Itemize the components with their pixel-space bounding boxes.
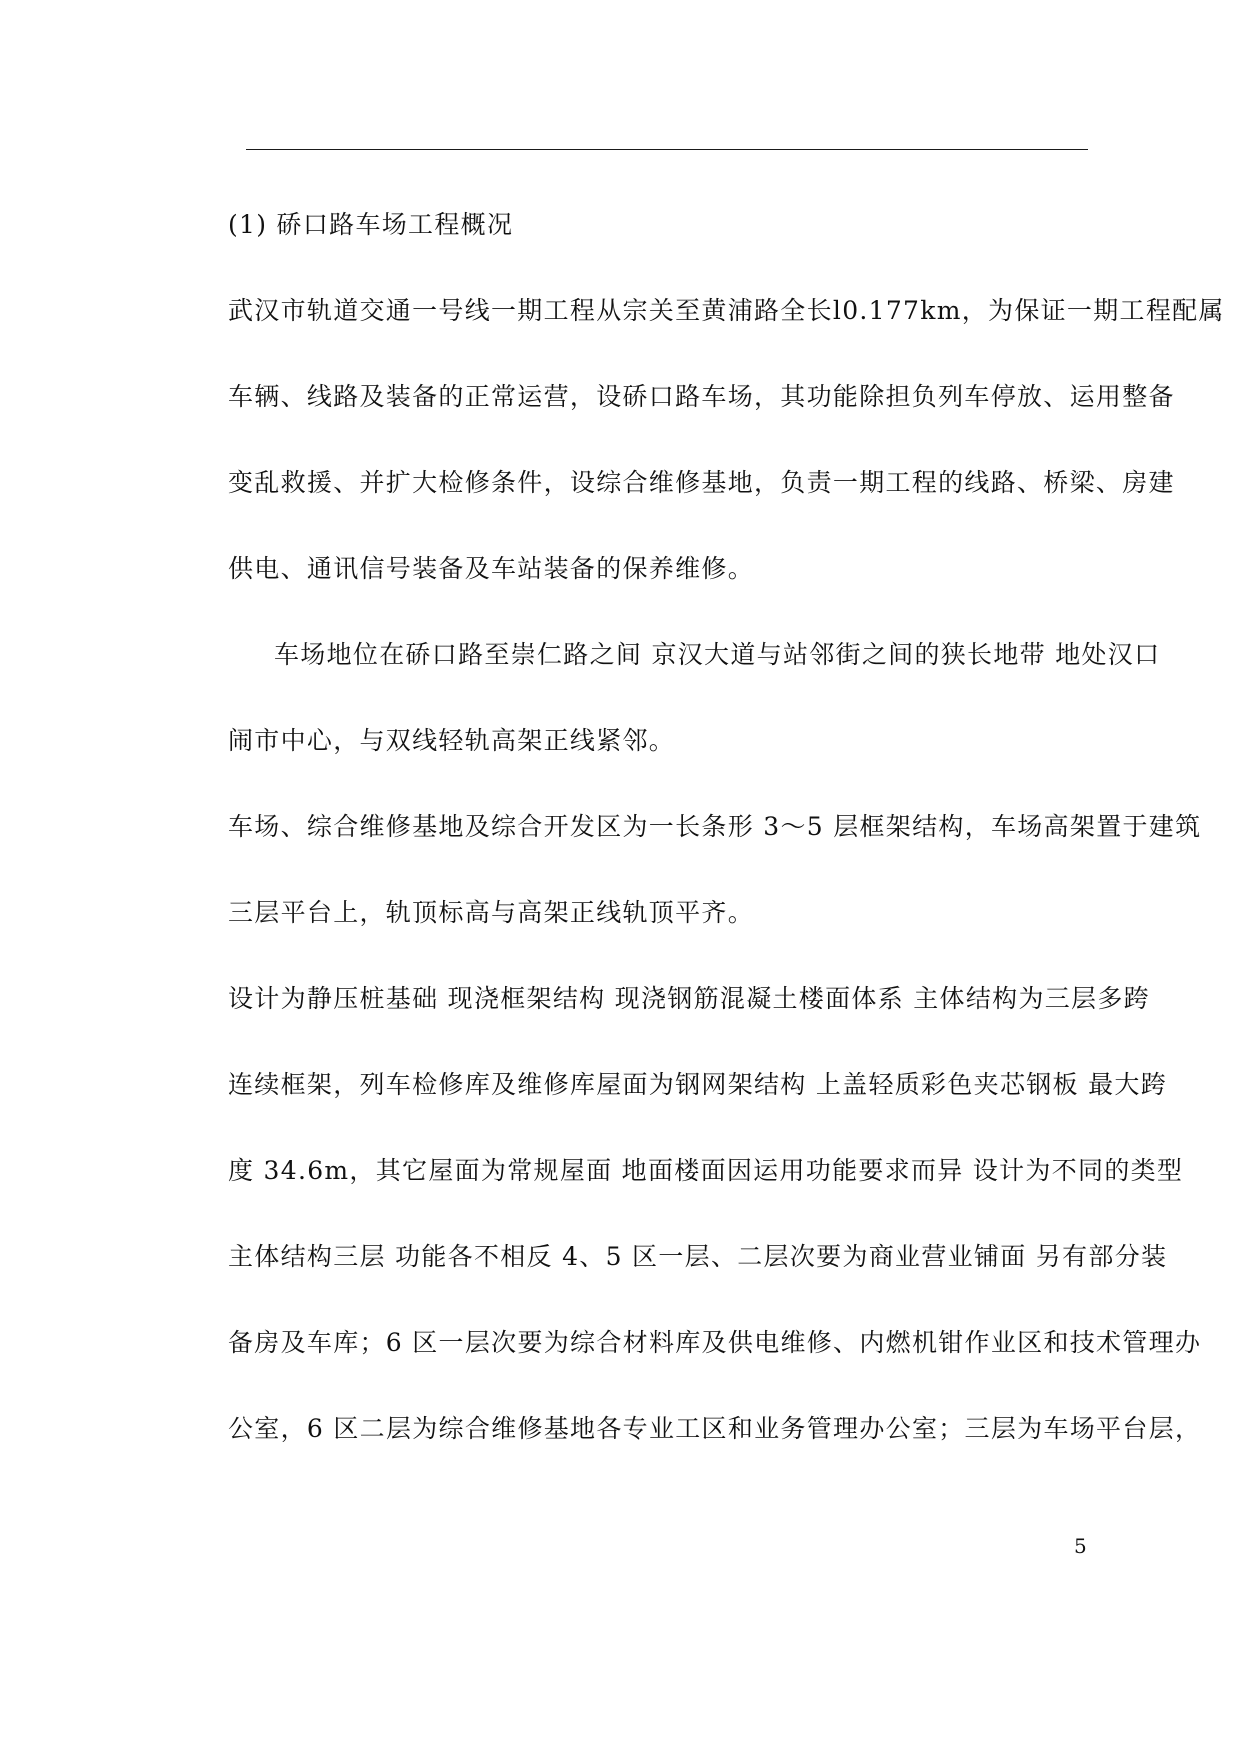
body-line: 度 34.6m，其它屋面为常规屋面 地面楼面因运用功能要求而异 设计为不同的类型 [228, 1156, 1184, 1185]
body-line: 车场地位在硚口路至崇仁路之间 京汉大道与站邻街之间的狭长地带 地处汉口 [274, 640, 1161, 669]
body-line: 车场、综合维修基地及综合开发区为一长条形 3～5 层框架结构，车场高架置于建筑 [228, 812, 1202, 841]
body-line: 设计为静压桩基础 现浇框架结构 现浇钢筋混凝土楼面体系 主体结构为三层多跨 [228, 984, 1150, 1013]
body-line: 供电、通讯信号装备及车站装备的保养维修。 [228, 554, 755, 583]
body-line: 连续框架，列车检修库及维修库屋面为钢网架结构 上盖轻质彩色夹芯钢板 最大跨 [228, 1070, 1167, 1099]
body-line: 备房及车库；6 区一层次要为综合材料库及供电维修、内燃机钳作业区和技术管理办 [228, 1328, 1202, 1357]
body-line: 主体结构三层 功能各不相反 4、5 区一层、二层次要为商业营业铺面 另有部分装 [228, 1242, 1168, 1271]
body-line: 三层平台上，轨顶标高与高架正线轨顶平齐。 [228, 898, 755, 927]
body-line: 变乱救援、并扩大检修条件，设综合维修基地，负责一期工程的线路、桥梁、房建 [228, 468, 1175, 497]
header-rule [246, 149, 1088, 150]
body-line: 公室，6 区二层为综合维修基地各专业工区和业务管理办公室；三层为车场平台层， [228, 1414, 1202, 1443]
body-line: 闹市中心，与双线轻轨高架正线紧邻。 [228, 726, 676, 755]
body-line: 车辆、线路及装备的正常运营，设硚口路车场，其功能除担负列车停放、运用整备 [228, 382, 1175, 411]
page-number: 5 [1074, 1534, 1087, 1558]
section-heading: (1) 硚口路车场工程概况 [228, 210, 514, 239]
body-line: 武汉市轨道交通一号线一期工程从宗关至黄浦路全长l0.177km，为保证一期工程配属 [228, 296, 1225, 325]
